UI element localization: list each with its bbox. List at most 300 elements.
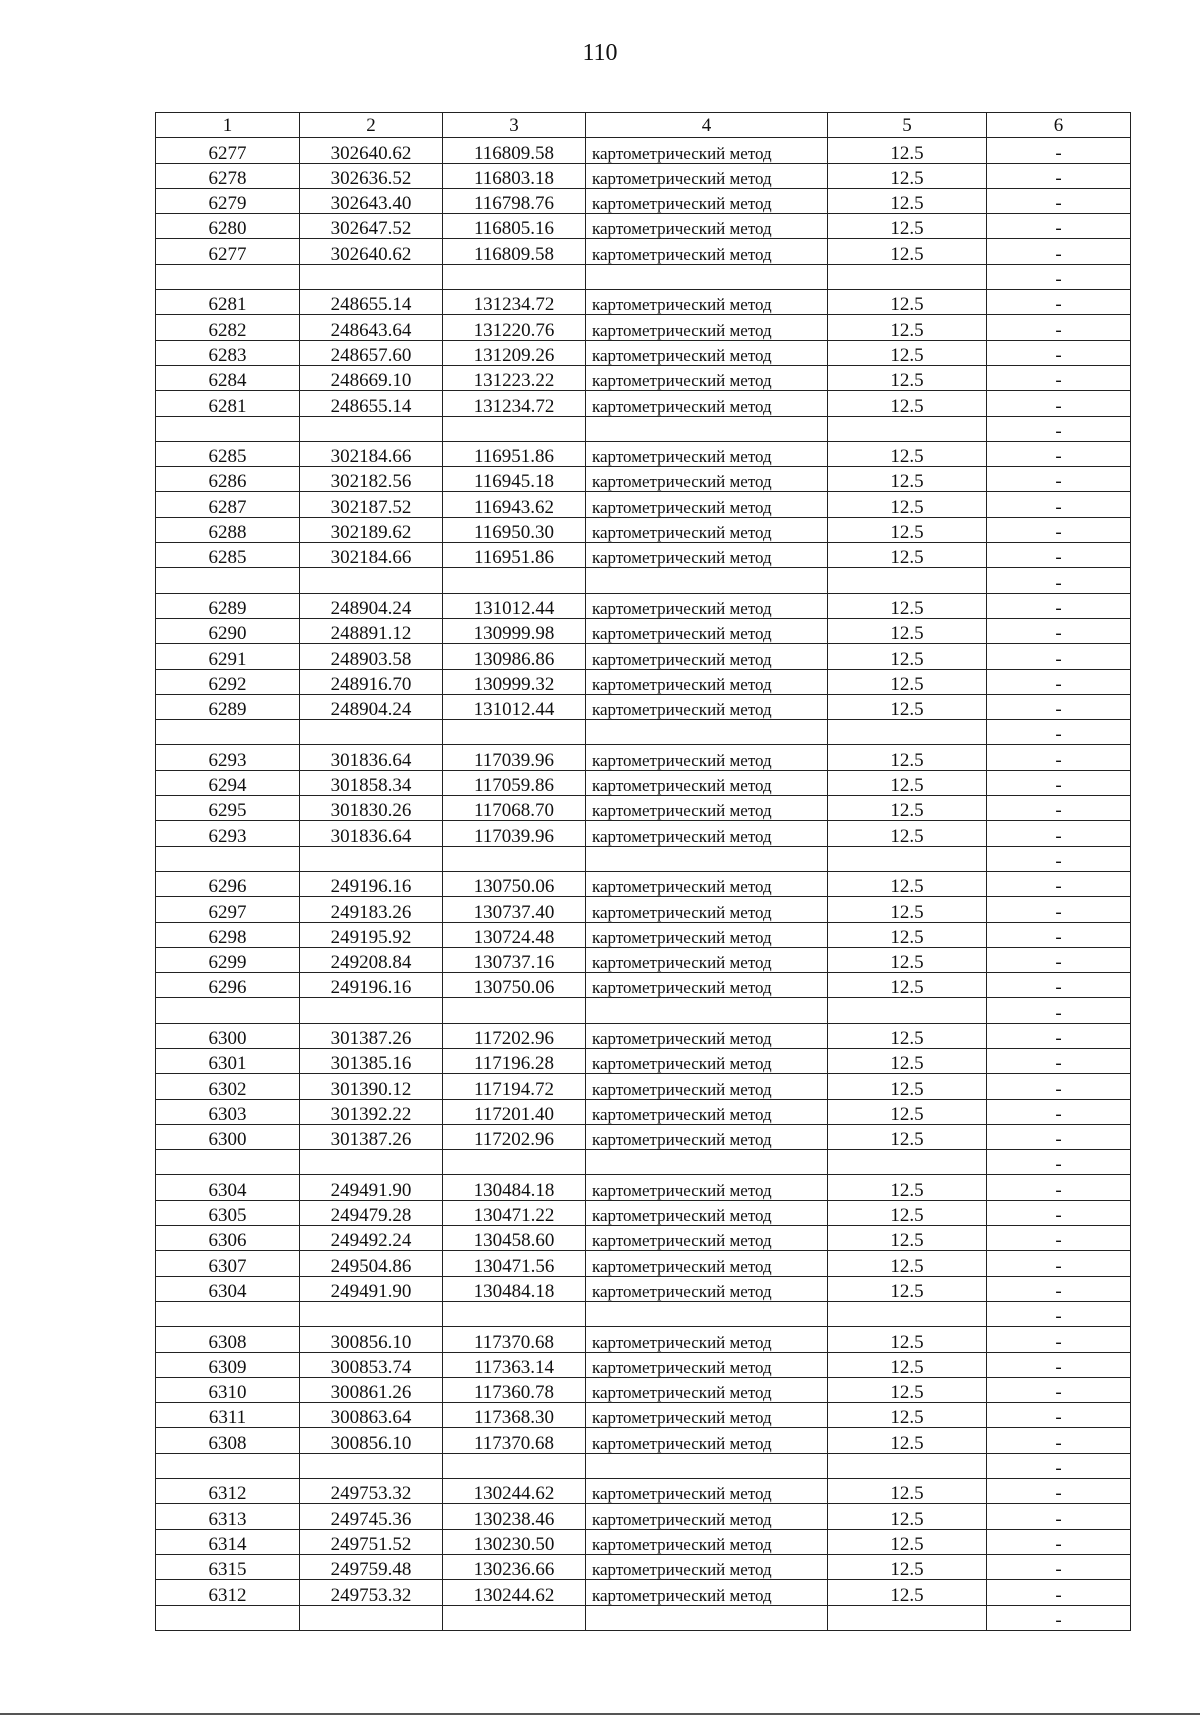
table-cell-col-5: 12.5 [828, 214, 987, 239]
table-cell-col-1: 6301 [156, 1048, 300, 1073]
table-cell-col-1: 6304 [156, 1276, 300, 1301]
table-cell-col-4 [586, 1301, 828, 1326]
table-cell-col-3 [443, 568, 586, 593]
table-cell-col-1: 6281 [156, 391, 300, 416]
table-cell-col-1: 6314 [156, 1529, 300, 1554]
table-cell-col-2 [300, 568, 443, 593]
table-cell-col-1: 6309 [156, 1352, 300, 1377]
table-cell-col-5: 12.5 [828, 1074, 987, 1099]
table-cell-col-2: 249196.16 [300, 973, 443, 998]
table-cell-col-5 [828, 568, 987, 593]
table-cell-col-2: 301836.64 [300, 745, 443, 770]
table-cell-col-4: картометрический метод [586, 188, 828, 213]
table-cell-col-1 [156, 416, 300, 441]
table-cell-col-3: 130986.86 [443, 644, 586, 669]
table-cell-col-4: картометрический метод [586, 694, 828, 719]
table-cell-col-2: 301387.26 [300, 1023, 443, 1048]
scan-edge-line [0, 1713, 1200, 1715]
table-cell-col-1: 6311 [156, 1403, 300, 1428]
table-cell-col-2: 249195.92 [300, 922, 443, 947]
table-cell-col-6: - [987, 1251, 1131, 1276]
table-cell-col-4: картометрический метод [586, 821, 828, 846]
table-cell-col-2 [300, 416, 443, 441]
table-cell-col-4: картометрический метод [586, 1175, 828, 1200]
table-cell-col-3: 130750.06 [443, 973, 586, 998]
table-cell-col-6: - [987, 593, 1131, 618]
table-cell-col-2 [300, 1453, 443, 1478]
table-cell-col-4: картометрический метод [586, 1226, 828, 1251]
table-cell-col-2 [300, 1605, 443, 1630]
table-cell-col-6: - [987, 264, 1131, 289]
table-cell-col-6: - [987, 1554, 1131, 1579]
table-cell-col-5: 12.5 [828, 1529, 987, 1554]
table-cell-col-5: 12.5 [828, 1504, 987, 1529]
table-cell-col-2: 302640.62 [300, 138, 443, 163]
table-cell-col-2: 301836.64 [300, 821, 443, 846]
table-cell-col-3: 130230.50 [443, 1529, 586, 1554]
table-cell-col-4 [586, 1605, 828, 1630]
table-cell-col-3: 131223.22 [443, 365, 586, 390]
table-cell-col-4: картометрический метод [586, 922, 828, 947]
table-cell-col-4: картометрический метод [586, 1099, 828, 1124]
table-cell-col-6: - [987, 720, 1131, 745]
table-cell-col-5: 12.5 [828, 947, 987, 972]
table-cell-col-6: - [987, 1504, 1131, 1529]
table-cell-col-3: 130238.46 [443, 1504, 586, 1529]
table-cell-col-6: - [987, 694, 1131, 719]
table-cell-col-3: 117196.28 [443, 1048, 586, 1073]
table-cell-col-2: 301858.34 [300, 770, 443, 795]
table-row [156, 1200, 1131, 1225]
table-cell-col-5: 12.5 [828, 467, 987, 492]
table-row [156, 871, 1131, 896]
table-row [156, 770, 1131, 795]
table-cell-col-3 [443, 1453, 586, 1478]
table-cell-col-4: картометрический метод [586, 1403, 828, 1428]
table-cell-col-6: - [987, 1428, 1131, 1453]
table-row [156, 492, 1131, 517]
table-cell-col-2: 302184.66 [300, 441, 443, 466]
table-row [156, 669, 1131, 694]
table-row [156, 947, 1131, 972]
table-cell-col-1 [156, 720, 300, 745]
table-cell-col-5 [828, 1605, 987, 1630]
table-row [156, 1605, 1131, 1630]
table-cell-col-6: - [987, 1074, 1131, 1099]
table-cell-col-1: 6292 [156, 669, 300, 694]
table-cell-col-2: 249753.32 [300, 1479, 443, 1504]
table-cell-col-6: - [987, 467, 1131, 492]
table-row [156, 1150, 1131, 1175]
table-cell-col-3: 130244.62 [443, 1580, 586, 1605]
table-cell-col-6: - [987, 796, 1131, 821]
table-cell-col-4: картометрический метод [586, 644, 828, 669]
table-cell-col-1: 6308 [156, 1327, 300, 1352]
table-cell-col-3: 130471.22 [443, 1200, 586, 1225]
table-cell-col-2: 249491.90 [300, 1175, 443, 1200]
table-cell-col-3: 117370.68 [443, 1428, 586, 1453]
table-cell-col-1 [156, 998, 300, 1023]
table-cell-col-5: 12.5 [828, 973, 987, 998]
table-cell-col-6: - [987, 1301, 1131, 1326]
table-cell-col-4: картометрический метод [586, 441, 828, 466]
table-cell-col-3: 130999.98 [443, 618, 586, 643]
table-cell-col-5: 12.5 [828, 770, 987, 795]
table-cell-col-5: 12.5 [828, 391, 987, 416]
table-cell-col-2: 302647.52 [300, 214, 443, 239]
table-cell-col-6: - [987, 138, 1131, 163]
table-cell-col-1: 6293 [156, 745, 300, 770]
table-cell-col-4: картометрический метод [586, 1023, 828, 1048]
table-cell-col-5: 12.5 [828, 340, 987, 365]
table-cell-col-5: 12.5 [828, 1048, 987, 1073]
table-cell-col-6: - [987, 1200, 1131, 1225]
table-cell-col-4: картометрический метод [586, 1377, 828, 1402]
table-cell-col-4 [586, 998, 828, 1023]
table-row [156, 593, 1131, 618]
table-cell-col-1: 6277 [156, 138, 300, 163]
table-row [156, 922, 1131, 947]
table-cell-col-4: картометрический метод [586, 593, 828, 618]
table-cell-col-4: картометрический метод [586, 391, 828, 416]
table-cell-col-4: картометрический метод [586, 340, 828, 365]
table-cell-col-1: 6297 [156, 897, 300, 922]
table-cell-col-1: 6305 [156, 1200, 300, 1225]
table-cell-col-5: 12.5 [828, 1428, 987, 1453]
table-cell-col-1: 6312 [156, 1580, 300, 1605]
table-cell-col-5: 12.5 [828, 1479, 987, 1504]
table-cell-col-3: 130737.40 [443, 897, 586, 922]
table-cell-col-3: 130244.62 [443, 1479, 586, 1504]
table-cell-col-5: 12.5 [828, 543, 987, 568]
table-cell-col-2: 302636.52 [300, 163, 443, 188]
table-body [156, 138, 1131, 1631]
table-cell-col-6: - [987, 188, 1131, 213]
table-cell-col-1: 6306 [156, 1226, 300, 1251]
table-cell-col-3 [443, 1605, 586, 1630]
table-cell-col-1 [156, 1453, 300, 1478]
table-cell-col-6: - [987, 441, 1131, 466]
table-cell-col-4: картометрический метод [586, 1124, 828, 1149]
table-row [156, 846, 1131, 871]
table-cell-col-6: - [987, 871, 1131, 896]
table-cell-col-2 [300, 998, 443, 1023]
table-cell-col-2: 300853.74 [300, 1352, 443, 1377]
table-cell-col-6: - [987, 1048, 1131, 1073]
table-header-row [156, 113, 1131, 138]
table-cell-col-1: 6313 [156, 1504, 300, 1529]
table-cell-col-1: 6308 [156, 1428, 300, 1453]
table-cell-col-6: - [987, 315, 1131, 340]
table-cell-col-1: 6294 [156, 770, 300, 795]
table-cell-col-4: картометрический метод [586, 1554, 828, 1579]
table-cell-col-6: - [987, 1605, 1131, 1630]
table-cell-col-6: - [987, 543, 1131, 568]
table-row [156, 1428, 1131, 1453]
table-row [156, 1403, 1131, 1428]
table-cell-col-5: 12.5 [828, 138, 987, 163]
table-cell-col-3 [443, 998, 586, 1023]
table-cell-col-4: картометрический метод [586, 1048, 828, 1073]
table-row [156, 441, 1131, 466]
table-cell-col-1: 6277 [156, 239, 300, 264]
table-cell-col-3: 130724.48 [443, 922, 586, 947]
table-cell-col-2: 249479.28 [300, 1200, 443, 1225]
table-cell-col-2: 248904.24 [300, 593, 443, 618]
table-cell-col-6: - [987, 770, 1131, 795]
table-cell-col-5: 12.5 [828, 796, 987, 821]
table-cell-col-5: 12.5 [828, 188, 987, 213]
table-cell-col-1: 6281 [156, 290, 300, 315]
table-cell-col-4 [586, 846, 828, 871]
table-cell-col-6: - [987, 644, 1131, 669]
table-row [156, 1175, 1131, 1200]
table-cell-col-4: картометрический метод [586, 1352, 828, 1377]
table-cell-col-3: 116951.86 [443, 543, 586, 568]
table-cell-col-1: 6296 [156, 973, 300, 998]
table-cell-col-4: картометрический метод [586, 973, 828, 998]
table-cell-col-4: картометрический метод [586, 163, 828, 188]
table-cell-col-6: - [987, 669, 1131, 694]
table-cell-col-3: 117039.96 [443, 821, 586, 846]
table-cell-col-4: картометрический метод [586, 618, 828, 643]
table-cell-col-5: 12.5 [828, 922, 987, 947]
table-cell-col-6: - [987, 1226, 1131, 1251]
table-cell-col-5: 12.5 [828, 1226, 987, 1251]
table-cell-col-1 [156, 1150, 300, 1175]
table-row [156, 1554, 1131, 1579]
table-row [156, 897, 1131, 922]
table-row [156, 290, 1131, 315]
table-cell-col-1: 6289 [156, 593, 300, 618]
table-cell-col-1: 6300 [156, 1124, 300, 1149]
table-cell-col-3: 116951.86 [443, 441, 586, 466]
table-cell-col-6: - [987, 290, 1131, 315]
table-row [156, 1479, 1131, 1504]
table-cell-col-4: картометрический метод [586, 1200, 828, 1225]
table-cell-col-2: 301385.16 [300, 1048, 443, 1073]
table-cell-col-5: 12.5 [828, 871, 987, 896]
header-cell: 4 [586, 113, 828, 138]
table-cell-col-5: 12.5 [828, 239, 987, 264]
table-cell-col-4 [586, 1453, 828, 1478]
table-row [156, 618, 1131, 643]
header-cell: 2 [300, 113, 443, 138]
table-cell-col-2: 300856.10 [300, 1428, 443, 1453]
table-row [156, 694, 1131, 719]
table-cell-col-6: - [987, 897, 1131, 922]
table-cell-col-5: 12.5 [828, 694, 987, 719]
table-cell-col-4: картометрический метод [586, 1580, 828, 1605]
table-cell-col-4: картометрический метод [586, 871, 828, 896]
page-number: 110 [582, 40, 618, 66]
table-cell-col-5: 12.5 [828, 1251, 987, 1276]
table-cell-col-5: 12.5 [828, 163, 987, 188]
table-cell-col-5: 12.5 [828, 1352, 987, 1377]
table-row [156, 543, 1131, 568]
table-cell-col-6: - [987, 1023, 1131, 1048]
table-row [156, 1580, 1131, 1605]
table-cell-col-5 [828, 1150, 987, 1175]
table-cell-col-3: 131012.44 [443, 694, 586, 719]
table-cell-col-2: 249759.48 [300, 1554, 443, 1579]
table-cell-col-2: 248655.14 [300, 290, 443, 315]
table-cell-col-1 [156, 568, 300, 593]
table-cell-col-5: 12.5 [828, 644, 987, 669]
table-cell-col-2: 249183.26 [300, 897, 443, 922]
table-cell-col-3: 117202.96 [443, 1124, 586, 1149]
table-cell-col-2: 249491.90 [300, 1276, 443, 1301]
table-cell-col-6: - [987, 239, 1131, 264]
table-cell-col-5: 12.5 [828, 593, 987, 618]
table-cell-col-6: - [987, 1377, 1131, 1402]
table-cell-col-1: 6287 [156, 492, 300, 517]
table-cell-col-3 [443, 1150, 586, 1175]
table-row [156, 745, 1131, 770]
table-cell-col-1: 6300 [156, 1023, 300, 1048]
table-cell-col-1: 6290 [156, 618, 300, 643]
table-cell-col-4: картометрический метод [586, 492, 828, 517]
table-cell-col-5: 12.5 [828, 1327, 987, 1352]
table-cell-col-5: 12.5 [828, 1554, 987, 1579]
table-cell-col-3: 116803.18 [443, 163, 586, 188]
table-cell-col-1: 6315 [156, 1554, 300, 1579]
table-cell-col-2: 301830.26 [300, 796, 443, 821]
table-row [156, 391, 1131, 416]
table-row [156, 188, 1131, 213]
table-cell-col-4 [586, 416, 828, 441]
table-cell-col-5: 12.5 [828, 1403, 987, 1428]
table-cell-col-3: 131234.72 [443, 391, 586, 416]
table-cell-col-4: картометрический метод [586, 290, 828, 315]
table-cell-col-5: 12.5 [828, 1200, 987, 1225]
table-cell-col-4: картометрический метод [586, 315, 828, 340]
table-cell-col-2: 248904.24 [300, 694, 443, 719]
table-cell-col-6: - [987, 1580, 1131, 1605]
table-cell-col-2: 249492.24 [300, 1226, 443, 1251]
table-cell-col-1 [156, 1605, 300, 1630]
table-row [156, 1377, 1131, 1402]
table-cell-col-3 [443, 720, 586, 745]
table-cell-col-4: картометрический метод [586, 1074, 828, 1099]
table-cell-col-3: 117068.70 [443, 796, 586, 821]
table-cell-col-1: 6282 [156, 315, 300, 340]
table-cell-col-1 [156, 264, 300, 289]
table-cell-col-3: 116950.30 [443, 517, 586, 542]
table-cell-col-4: картометрический метод [586, 745, 828, 770]
table-row [156, 1301, 1131, 1326]
table-cell-col-6: - [987, 391, 1131, 416]
table-row [156, 1276, 1131, 1301]
table-cell-col-3: 117360.78 [443, 1377, 586, 1402]
table-cell-col-2: 248669.10 [300, 365, 443, 390]
table-cell-col-6: - [987, 1175, 1131, 1200]
table-cell-col-2: 300856.10 [300, 1327, 443, 1352]
table-cell-col-3: 117194.72 [443, 1074, 586, 1099]
table-cell-col-5: 12.5 [828, 1377, 987, 1402]
table-cell-col-2: 248655.14 [300, 391, 443, 416]
table-cell-col-5: 12.5 [828, 441, 987, 466]
table-cell-col-5 [828, 846, 987, 871]
table-row [156, 214, 1131, 239]
table-cell-col-5 [828, 416, 987, 441]
table-cell-col-3: 117059.86 [443, 770, 586, 795]
table-cell-col-6: - [987, 1124, 1131, 1149]
header-cell: 3 [443, 113, 586, 138]
header-cell: 5 [828, 113, 987, 138]
table-cell-col-3: 117370.68 [443, 1327, 586, 1352]
table-cell-col-1: 6284 [156, 365, 300, 390]
table-cell-col-1: 6310 [156, 1377, 300, 1402]
table-cell-col-1: 6279 [156, 188, 300, 213]
table-row [156, 416, 1131, 441]
table-cell-col-6: - [987, 517, 1131, 542]
table-cell-col-6: - [987, 1276, 1131, 1301]
table-cell-col-5: 12.5 [828, 290, 987, 315]
table-cell-col-3: 116809.58 [443, 138, 586, 163]
table-cell-col-1: 6288 [156, 517, 300, 542]
table-cell-col-6: - [987, 214, 1131, 239]
table-cell-col-5: 12.5 [828, 1276, 987, 1301]
table-row [156, 467, 1131, 492]
table-cell-col-5: 12.5 [828, 1175, 987, 1200]
table-cell-col-6: - [987, 1352, 1131, 1377]
table-cell-col-2: 248891.12 [300, 618, 443, 643]
table-cell-col-2: 249751.52 [300, 1529, 443, 1554]
table-cell-col-3: 117368.30 [443, 1403, 586, 1428]
table-row [156, 138, 1131, 163]
table-cell-col-5 [828, 1301, 987, 1326]
table-cell-col-2: 248903.58 [300, 644, 443, 669]
table-row [156, 1048, 1131, 1073]
table-cell-col-6: - [987, 973, 1131, 998]
table-cell-col-2: 302189.62 [300, 517, 443, 542]
table-cell-col-3: 116943.62 [443, 492, 586, 517]
table-cell-col-1: 6307 [156, 1251, 300, 1276]
table-row [156, 1074, 1131, 1099]
table-cell-col-5: 12.5 [828, 618, 987, 643]
table-row [156, 239, 1131, 264]
table-cell-col-1: 6293 [156, 821, 300, 846]
table-cell-col-1: 6302 [156, 1074, 300, 1099]
table-cell-col-4: картометрический метод [586, 897, 828, 922]
table-cell-col-5: 12.5 [828, 669, 987, 694]
table-cell-col-4 [586, 720, 828, 745]
table-cell-col-6: - [987, 745, 1131, 770]
table-row [156, 1352, 1131, 1377]
table-cell-col-4: картометрический метод [586, 1529, 828, 1554]
table-cell-col-2: 300861.26 [300, 1377, 443, 1402]
table-cell-col-2: 249208.84 [300, 947, 443, 972]
table-cell-col-3: 116805.16 [443, 214, 586, 239]
table-cell-col-4: картометрический метод [586, 239, 828, 264]
table-cell-col-5 [828, 998, 987, 1023]
table-cell-col-4 [586, 264, 828, 289]
table-cell-col-4: картометрический метод [586, 1504, 828, 1529]
table-cell-col-6: - [987, 163, 1131, 188]
table-cell-col-1: 6303 [156, 1099, 300, 1124]
table-cell-col-6: - [987, 492, 1131, 517]
header-cell: 1 [156, 113, 300, 138]
table-cell-col-1: 6289 [156, 694, 300, 719]
table-cell-col-5: 12.5 [828, 821, 987, 846]
table-cell-col-4: картометрический метод [586, 1428, 828, 1453]
table-cell-col-5: 12.5 [828, 897, 987, 922]
table-row [156, 163, 1131, 188]
table-cell-col-6: - [987, 1529, 1131, 1554]
table-cell-col-2: 302182.56 [300, 467, 443, 492]
table-cell-col-6: - [987, 1150, 1131, 1175]
